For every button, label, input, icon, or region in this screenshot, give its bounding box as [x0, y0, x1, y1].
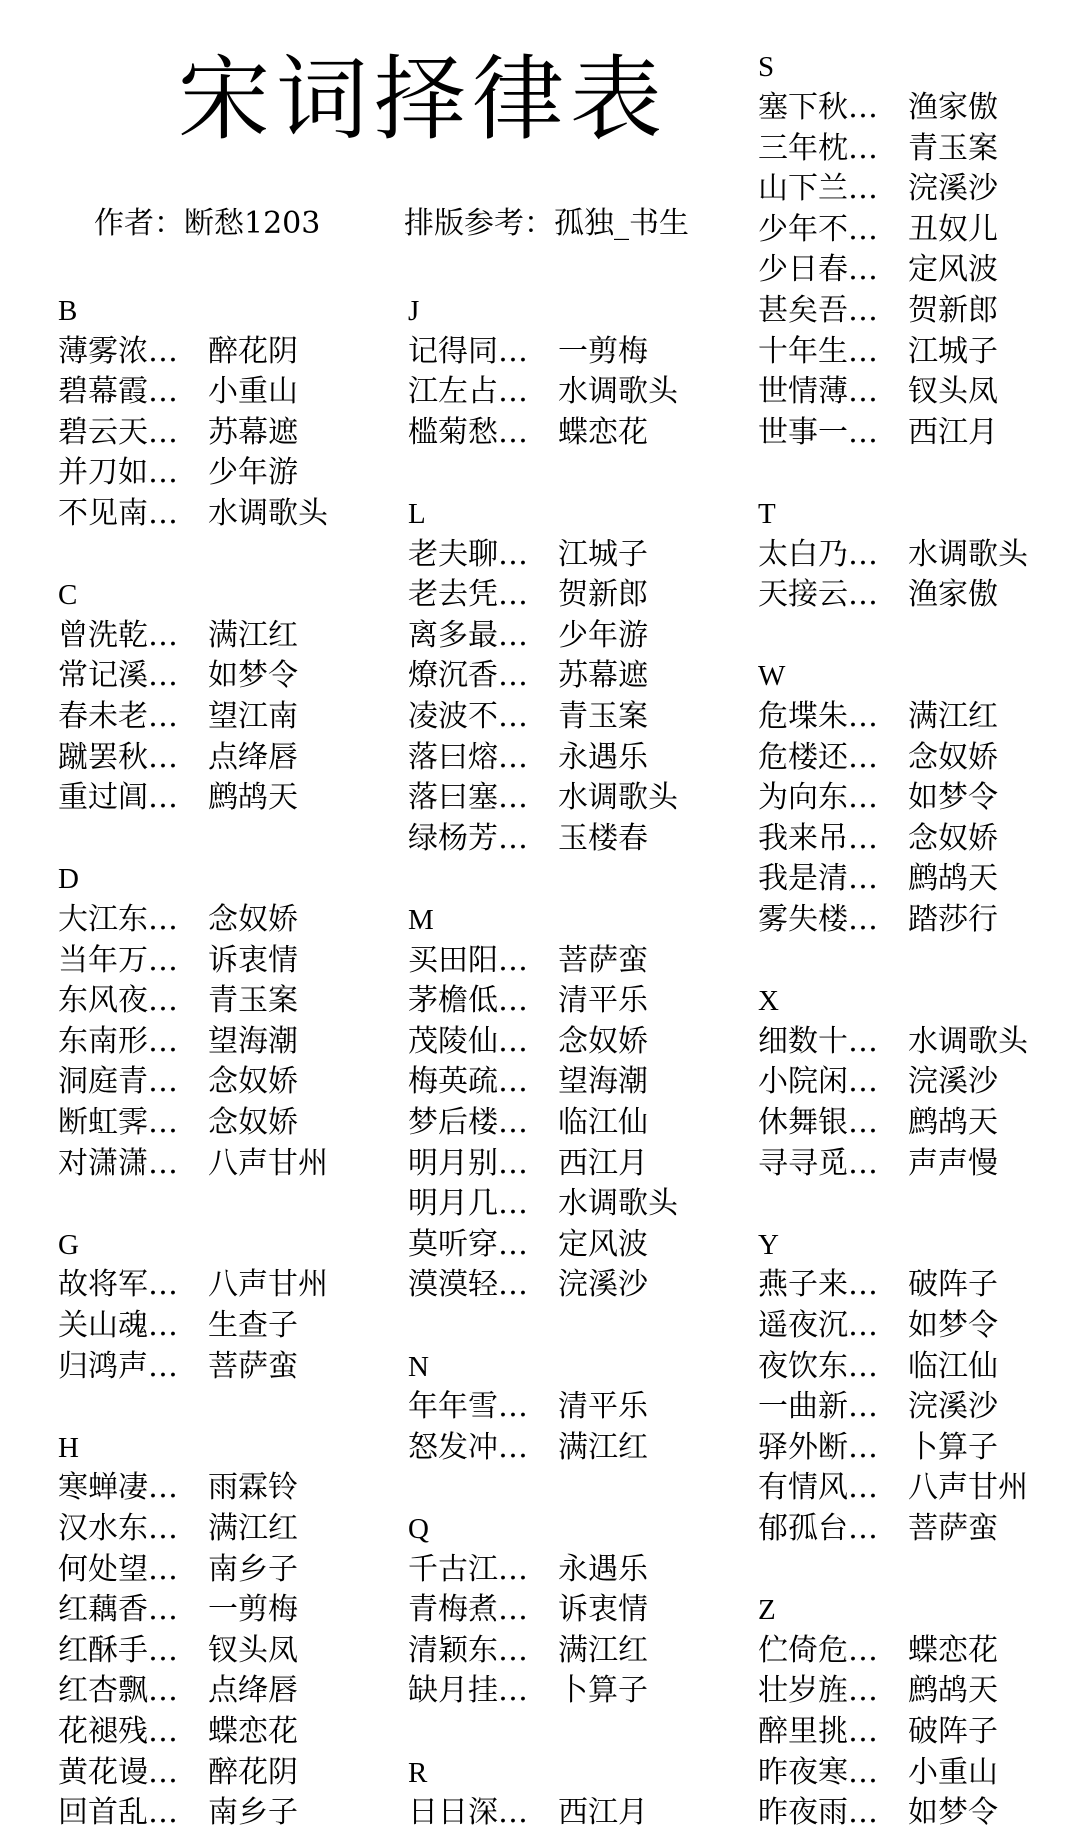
opening-line: 黄花谩… — [58, 1754, 178, 1790]
index-entry — [408, 819, 648, 859]
tune-name: 雨霖铃 — [208, 1470, 298, 1506]
opening-line: 东南形… — [58, 1023, 178, 1059]
opening-line: 为向东… — [758, 780, 878, 816]
layout-credit: 排版参考：孤独_书生 — [404, 206, 689, 241]
tune-name: 永遇乐 — [558, 1551, 648, 1587]
opening-line: 红杏飘… — [58, 1673, 178, 1709]
tune-name: 南乡子 — [208, 1551, 298, 1587]
opening-line: 碧幕霞… — [58, 374, 178, 410]
tune-name: 念奴娇 — [208, 1064, 298, 1100]
index-entry — [758, 1387, 998, 1427]
opening-line: 有情风… — [758, 1470, 878, 1506]
tune-name: 清平乐 — [558, 983, 648, 1019]
tune-name: 临江仙 — [908, 1348, 998, 1384]
index-entry — [758, 1509, 998, 1549]
opening-line: 细数十… — [758, 1023, 878, 1059]
tune-name: 鹧鸪天 — [908, 1673, 998, 1709]
index-entry — [408, 1103, 648, 1143]
opening-line: 不见南… — [58, 496, 178, 531]
opening-line: 莫听穿… — [408, 1226, 528, 1262]
tune-name: 青玉案 — [558, 699, 648, 734]
tune-name: 如梦令 — [208, 658, 298, 694]
section-letter-m: M — [408, 904, 434, 936]
opening-line: 茅檐低… — [408, 983, 528, 1019]
index-entry — [408, 941, 648, 981]
opening-line: 常记溪… — [58, 658, 178, 694]
index-entry — [408, 656, 648, 696]
index-entry — [408, 1184, 678, 1224]
tune-name: 念奴娇 — [208, 1105, 298, 1140]
index-entry — [58, 1793, 298, 1833]
tune-name: 玉楼春 — [558, 820, 648, 856]
tune-name: 八声甘州 — [908, 1470, 1028, 1506]
section-letter-s: S — [758, 51, 775, 84]
index-entry — [758, 1468, 1028, 1508]
page-title: 宋词择律表 — [178, 46, 669, 153]
opening-line: 碧云天… — [58, 414, 178, 450]
opening-line: 驿外断… — [758, 1429, 878, 1465]
opening-line: 缺月挂… — [408, 1673, 528, 1709]
index-entry — [758, 1062, 998, 1102]
opening-line: 年年雪… — [408, 1389, 528, 1425]
index-entry — [408, 372, 678, 412]
opening-line: 老夫聊… — [408, 536, 528, 572]
tune-name: 满江红 — [558, 1632, 648, 1668]
index-entry — [758, 88, 998, 128]
tune-name: 贺新郎 — [558, 577, 648, 613]
index-entry — [58, 616, 298, 656]
opening-line: 燎沉香… — [408, 658, 528, 694]
opening-line: 落曰熔… — [408, 739, 528, 775]
index-entry — [758, 1103, 998, 1143]
index-entry — [58, 1144, 328, 1184]
opening-line: 怒发冲… — [408, 1429, 528, 1465]
opening-line: 离多最… — [408, 617, 528, 653]
opening-line: 老去凭… — [408, 577, 528, 613]
tune-name: 临江仙 — [558, 1105, 648, 1140]
opening-line: 茂陵仙… — [408, 1023, 528, 1059]
tune-name: 点绛唇 — [208, 1673, 298, 1709]
index-entry — [758, 900, 998, 940]
index-entry — [408, 413, 648, 453]
opening-line: 危堞朱… — [758, 699, 878, 734]
tune-name: 踏莎行 — [908, 902, 998, 937]
section-letter-b: B — [58, 295, 78, 327]
index-entry — [758, 1144, 998, 1184]
index-entry — [408, 1225, 648, 1265]
tune-name: 一剪梅 — [208, 1592, 298, 1628]
tune-name: 如梦令 — [908, 780, 998, 816]
section-letter-l: L — [408, 498, 426, 530]
opening-line: 梦后楼… — [408, 1105, 528, 1140]
tune-name: 蝶恋花 — [208, 1714, 298, 1749]
index-entry — [758, 1712, 998, 1752]
index-entry — [58, 1306, 298, 1346]
opening-line: 漠漠轻… — [408, 1267, 528, 1303]
opening-line: 危楼还… — [758, 739, 878, 775]
opening-line: 十年生… — [758, 333, 878, 369]
tune-name: 八声甘州 — [208, 1267, 328, 1303]
opening-line: 凌波不… — [408, 699, 528, 734]
tune-name: 念奴娇 — [208, 902, 298, 937]
index-entry — [58, 1022, 298, 1062]
index-entry — [58, 372, 298, 412]
section-letter-z: Z — [758, 1594, 776, 1627]
tune-name: 菩萨蛮 — [908, 1511, 998, 1546]
tune-name: 水调歌头 — [558, 1186, 678, 1222]
index-entry — [408, 575, 648, 615]
tune-name: 如梦令 — [908, 1795, 998, 1831]
tune-name: 望海潮 — [558, 1064, 648, 1100]
tune-name: 渔家傲 — [908, 577, 998, 613]
index-entry — [58, 981, 298, 1021]
tune-name: 贺新郎 — [908, 293, 998, 328]
opening-line: 昨夜雨… — [758, 1795, 878, 1831]
index-entry — [408, 697, 648, 737]
opening-line: 关山魂… — [58, 1308, 178, 1343]
opening-line: 醉里挑… — [758, 1714, 878, 1749]
index-entry — [58, 1062, 298, 1102]
tune-name: 水调歌头 — [908, 1023, 1028, 1059]
opening-line: 江左占… — [408, 374, 528, 410]
opening-line: 大江东… — [58, 902, 178, 937]
tune-name: 卜算子 — [558, 1673, 648, 1709]
opening-line: 汉水东… — [58, 1511, 178, 1546]
index-entry — [408, 332, 648, 372]
index-entry — [758, 1347, 998, 1387]
tune-name: 浣溪沙 — [908, 1389, 998, 1425]
index-entry — [758, 210, 998, 250]
opening-line: 壮岁旌… — [758, 1673, 878, 1709]
tune-name: 浣溪沙 — [558, 1267, 648, 1303]
tune-name: 少年游 — [558, 617, 648, 653]
tune-name: 八声甘州 — [208, 1145, 328, 1181]
opening-line: 断虹霁… — [58, 1105, 178, 1140]
opening-line: 洞庭青… — [58, 1064, 178, 1100]
index-entry — [408, 1022, 648, 1062]
tune-name: 苏幕遮 — [558, 658, 648, 694]
index-entry — [408, 1793, 648, 1833]
opening-line: 故将军… — [58, 1267, 178, 1303]
index-entry — [58, 1590, 298, 1630]
tune-name: 诉衷情 — [558, 1592, 648, 1628]
tune-name: 青玉案 — [208, 983, 298, 1019]
tune-name: 钗头凤 — [208, 1632, 298, 1668]
tune-name: 鹧鸪天 — [208, 780, 298, 816]
opening-line: 寒蝉凄… — [58, 1470, 178, 1506]
index-entry — [758, 859, 998, 899]
opening-line: 红藕香… — [58, 1592, 178, 1628]
section-letter-y: Y — [758, 1228, 779, 1261]
section-letter-h: H — [58, 1431, 79, 1464]
index-entry — [58, 1631, 298, 1671]
opening-line: 世事一… — [758, 414, 878, 450]
opening-line: 郁孤台… — [758, 1511, 878, 1546]
index-entry — [758, 535, 1028, 575]
tune-name: 声声慢 — [908, 1145, 998, 1181]
tune-name: 少年游 — [208, 455, 298, 491]
tune-name: 青玉案 — [908, 130, 998, 166]
index-entry — [758, 738, 998, 778]
opening-line: 曾洗乾… — [58, 617, 178, 653]
index-entry — [408, 1550, 648, 1590]
opening-line: 伫倚危… — [758, 1632, 878, 1668]
index-entry — [758, 291, 998, 331]
index-entry — [58, 697, 298, 737]
index-entry — [408, 981, 648, 1021]
opening-line: 休舞银… — [758, 1105, 878, 1140]
tune-name: 鹧鸪天 — [908, 1105, 998, 1140]
section-letter-q: Q — [408, 1513, 429, 1545]
section-letter-r: R — [408, 1756, 428, 1789]
index-entry — [58, 1265, 328, 1305]
opening-line: 日日深… — [408, 1795, 528, 1831]
opening-line: 明月几… — [408, 1186, 528, 1222]
index-entry — [758, 413, 998, 453]
tune-name: 小重山 — [908, 1754, 998, 1790]
tune-name: 水调歌头 — [558, 780, 678, 816]
tune-name: 念奴娇 — [908, 820, 998, 856]
tune-name: 水调歌头 — [908, 536, 1028, 572]
index-entry — [58, 1509, 298, 1549]
tune-name: 念奴娇 — [558, 1023, 648, 1059]
index-entry — [758, 1631, 998, 1671]
tune-name: 破阵子 — [908, 1714, 998, 1749]
index-entry — [58, 1103, 298, 1143]
opening-line: 少年不… — [758, 211, 878, 247]
index-entry — [58, 332, 298, 372]
index-entry — [758, 819, 998, 859]
tune-name: 西江月 — [558, 1795, 648, 1831]
opening-line: 甚矣吾… — [758, 293, 878, 328]
index-entry — [58, 1550, 298, 1590]
index-entry — [758, 1793, 998, 1833]
tune-name: 定风波 — [908, 252, 998, 288]
tune-name: 满江红 — [208, 1511, 298, 1546]
opening-line: 春未老… — [58, 699, 178, 734]
opening-line: 归鸿声… — [58, 1348, 178, 1384]
opening-line: 天接云… — [758, 577, 878, 613]
opening-line: 遥夜沉… — [758, 1308, 878, 1343]
opening-line: 薄雾浓… — [58, 333, 178, 369]
opening-line: 小院闲… — [758, 1064, 878, 1100]
opening-line: 雾失楼… — [758, 902, 878, 937]
index-entry — [758, 372, 998, 412]
index-entry — [58, 413, 298, 453]
opening-line: 我是清… — [758, 861, 878, 897]
index-entry — [758, 1022, 1028, 1062]
index-entry — [408, 1671, 648, 1711]
section-letter-n: N — [408, 1350, 429, 1383]
index-entry — [58, 1753, 298, 1793]
opening-line: 明月别… — [408, 1145, 528, 1181]
tune-name: 永遇乐 — [558, 739, 648, 775]
index-entry — [408, 1387, 648, 1427]
opening-line: 青梅煮… — [408, 1592, 528, 1628]
index-entry — [408, 1144, 648, 1184]
tune-name: 菩萨蛮 — [558, 942, 648, 978]
index-entry — [758, 250, 998, 290]
tune-name: 望江南 — [208, 699, 298, 734]
opening-line: 梅英疏… — [408, 1064, 528, 1100]
opening-line: 重过阊… — [58, 780, 178, 816]
section-letter-g: G — [58, 1228, 79, 1261]
opening-line: 三年枕… — [758, 130, 878, 166]
tune-name: 菩萨蛮 — [208, 1348, 298, 1384]
tune-name: 望海潮 — [208, 1023, 298, 1059]
opening-line: 花褪残… — [58, 1714, 178, 1749]
opening-line: 买田阳… — [408, 942, 528, 978]
index-entry — [408, 1062, 648, 1102]
opening-line: 对潇潇… — [58, 1145, 178, 1181]
tune-name: 醉花阴 — [208, 333, 298, 369]
index-entry — [758, 575, 998, 615]
tune-name: 如梦令 — [908, 1308, 998, 1343]
opening-line: 蹴罢秋… — [58, 739, 178, 775]
opening-line: 东风夜… — [58, 983, 178, 1019]
section-letter-t: T — [758, 498, 776, 530]
index-entry — [408, 535, 648, 575]
tune-name: 江城子 — [558, 536, 648, 572]
tune-name: 浣溪沙 — [908, 1064, 998, 1100]
index-entry — [58, 738, 298, 778]
tune-name: 满江红 — [208, 617, 298, 653]
index-entry — [758, 778, 998, 818]
tune-name: 醉花阴 — [208, 1754, 298, 1790]
opening-line: 一曲新… — [758, 1389, 878, 1425]
index-entry — [408, 1428, 648, 1468]
index-entry — [758, 169, 998, 209]
tune-name: 江城子 — [908, 333, 998, 369]
index-entry — [758, 332, 998, 372]
opening-line: 昨夜寒… — [758, 1754, 878, 1790]
index-entry — [58, 1347, 298, 1387]
index-entry — [408, 1265, 648, 1305]
tune-name: 水调歌头 — [208, 496, 328, 531]
opening-line: 山下兰… — [758, 171, 878, 207]
opening-line: 塞下秋… — [758, 90, 878, 125]
index-entry — [58, 494, 328, 534]
opening-line: 寻寻觅… — [758, 1145, 878, 1181]
index-entry — [758, 1306, 998, 1346]
tune-name: 南乡子 — [208, 1795, 298, 1831]
opening-line: 世情薄… — [758, 374, 878, 410]
index-entry — [758, 1428, 998, 1468]
tune-name: 西江月 — [558, 1145, 648, 1181]
index-entry — [58, 778, 298, 818]
tune-name: 浣溪沙 — [908, 171, 998, 207]
tune-name: 卜算子 — [908, 1429, 998, 1465]
index-entry — [58, 1671, 298, 1711]
author-credit: 作者：断愁1203 — [94, 206, 321, 241]
index-entry — [758, 1671, 998, 1711]
index-entry — [408, 738, 648, 778]
tune-name: 鹧鸪天 — [908, 861, 998, 897]
tune-name: 满江红 — [558, 1429, 648, 1465]
tune-name: 满江红 — [908, 699, 998, 734]
opening-line: 少日春… — [758, 252, 878, 288]
index-entry — [758, 1265, 998, 1305]
tune-name: 渔家傲 — [908, 90, 998, 125]
opening-line: 我来吊… — [758, 820, 878, 856]
tune-name: 生查子 — [208, 1308, 298, 1343]
tune-name: 诉衷情 — [208, 942, 298, 978]
opening-line: 回首乱… — [58, 1795, 178, 1831]
opening-line: 红酥手… — [58, 1632, 178, 1668]
tune-name: 西江月 — [908, 414, 998, 450]
tune-name: 破阵子 — [908, 1267, 998, 1303]
index-entry — [58, 900, 298, 940]
tune-name: 点绛唇 — [208, 739, 298, 775]
index-entry — [758, 129, 998, 169]
section-letter-x: X — [758, 985, 779, 1018]
opening-line: 何处望… — [58, 1551, 178, 1587]
tune-name: 定风波 — [558, 1226, 648, 1262]
opening-line: 并刀如… — [58, 455, 178, 491]
index-entry — [58, 1468, 298, 1508]
tune-name: 蝶恋花 — [908, 1632, 998, 1668]
opening-line: 绿杨芳… — [408, 820, 528, 856]
tune-name: 蝶恋花 — [558, 414, 648, 450]
index-entry — [758, 1753, 998, 1793]
opening-line: 落曰塞… — [408, 780, 528, 816]
index-entry — [408, 778, 678, 818]
index-entry — [58, 656, 298, 696]
opening-line: 千古江… — [408, 1551, 528, 1587]
tune-name: 水调歌头 — [558, 374, 678, 410]
opening-line: 太白乃… — [758, 536, 878, 572]
opening-line: 记得同… — [408, 333, 528, 369]
section-letter-d: D — [58, 863, 79, 896]
section-letter-w: W — [758, 660, 786, 693]
index-entry — [58, 941, 298, 981]
opening-line: 当年万… — [58, 942, 178, 978]
opening-line: 燕子来… — [758, 1267, 878, 1303]
index-entry — [408, 1590, 648, 1630]
index-entry — [408, 616, 648, 656]
opening-line: 夜饮东… — [758, 1348, 878, 1384]
tune-name: 钗头凤 — [908, 374, 998, 410]
index-entry — [408, 1631, 648, 1671]
section-letter-c: C — [58, 579, 78, 612]
tune-name: 丑奴儿 — [908, 211, 998, 247]
index-entry — [58, 453, 298, 493]
opening-line: 清颖东… — [408, 1632, 528, 1668]
index-entry — [758, 697, 998, 737]
section-letter-j: J — [408, 295, 420, 327]
tune-name: 苏幕遮 — [208, 414, 298, 450]
tune-name: 小重山 — [208, 374, 298, 410]
tune-name: 清平乐 — [558, 1389, 648, 1425]
opening-line: 槛菊愁… — [408, 414, 528, 450]
tune-name: 念奴娇 — [908, 739, 998, 775]
index-entry — [58, 1712, 298, 1752]
tune-name: 一剪梅 — [558, 333, 648, 369]
